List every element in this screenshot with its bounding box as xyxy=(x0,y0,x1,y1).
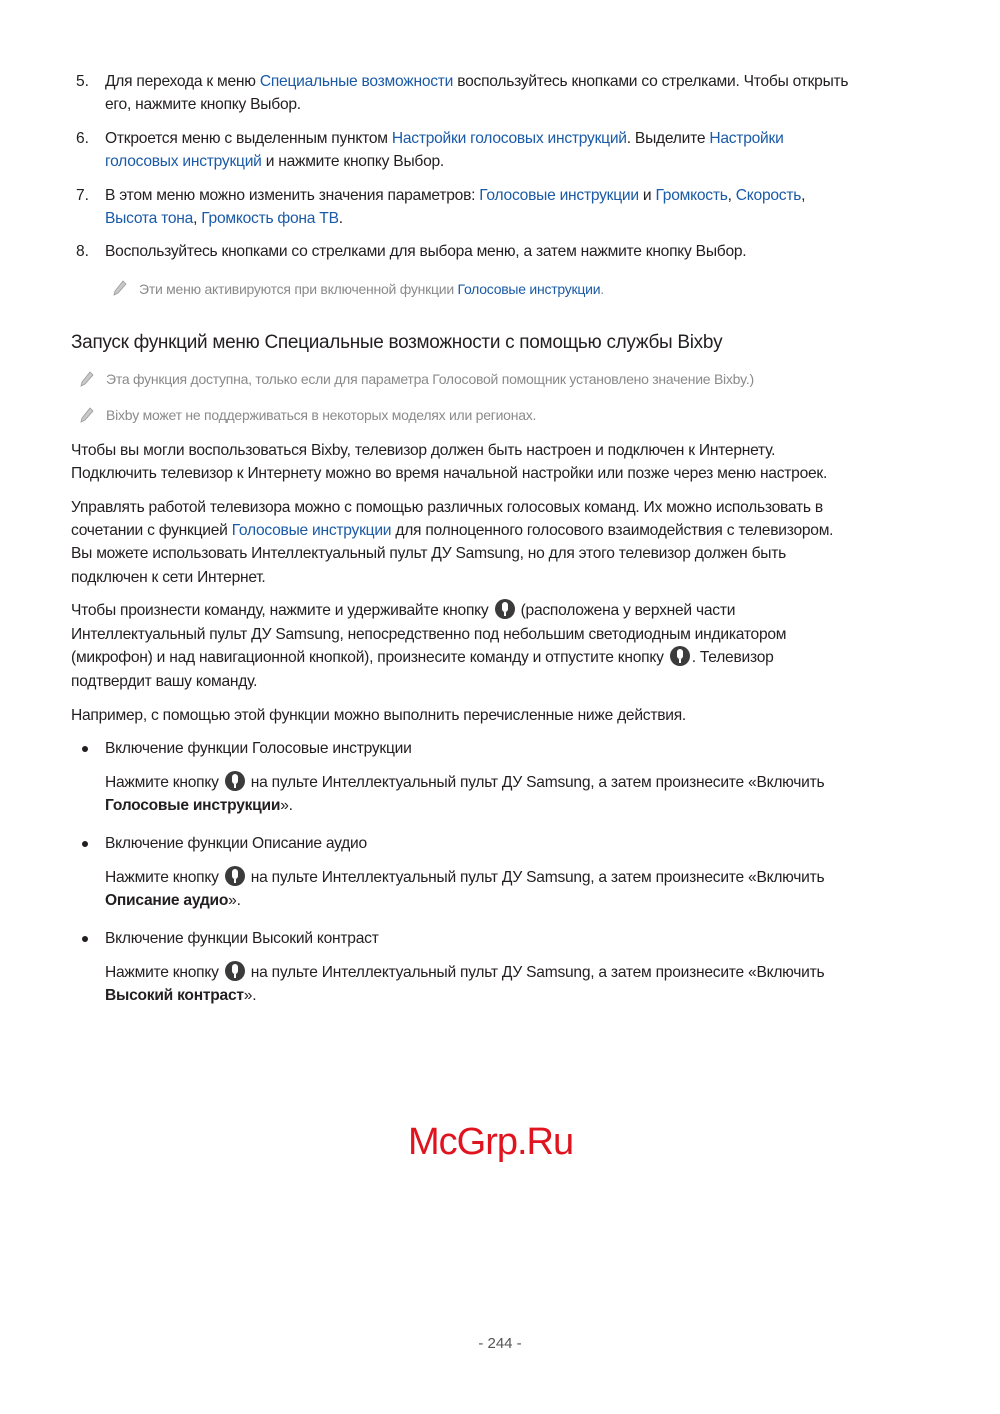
text-segment: ». xyxy=(280,797,293,814)
menu-reference-link: Голосовые инструкции xyxy=(231,522,392,539)
text-line xyxy=(105,771,824,795)
text-line xyxy=(71,670,257,694)
menu-reference-link: голосовых инструкций xyxy=(105,153,262,170)
text-line xyxy=(105,184,805,208)
text-segment: воспользуйтесь кнопками со стрелками. Чтобы открыть xyxy=(453,73,849,90)
text-line xyxy=(71,704,686,728)
menu-reference-link: Голосовые инструкции xyxy=(479,187,639,204)
microphone-icon xyxy=(495,599,515,619)
text-segment: ». xyxy=(243,987,257,1004)
text-line xyxy=(105,150,444,174)
text-line xyxy=(105,984,256,1008)
text-line xyxy=(139,277,604,301)
text-segment: Чтобы вы могли воспользоваться Bixby, телевизор должен быть настроен и подключен к Интернету. xyxy=(71,442,776,459)
text-segment: Подключить телевизор к Интернету можно во время начальной настройки или позже через меню настроек. xyxy=(71,465,828,482)
microphone-icon xyxy=(225,771,245,791)
text-segment: . Выделите xyxy=(626,130,710,147)
text-segment: В этом меню можно изменить значения параметров: xyxy=(105,187,480,204)
text-segment: Вы можете использовать Интеллектуальный пульт ДУ Samsung, но для этого телевизор должен быть xyxy=(71,545,787,562)
watermark-logo: McGrp.Ru xyxy=(408,1121,574,1163)
text-segment: Нажмите кнопку xyxy=(105,774,223,791)
page-number: - 244 - xyxy=(478,1335,522,1352)
text-line xyxy=(71,646,774,670)
text-segment: подтвердит вашу команду. xyxy=(71,673,258,690)
text-segment: (микрофон) и над навигационной кнопкой), произнесите команду и отпустите кнопку xyxy=(71,649,668,666)
text-segment: , xyxy=(727,187,736,204)
text-segment: Нажмите кнопку xyxy=(105,869,223,886)
text-line xyxy=(71,542,786,566)
pencil-note-icon xyxy=(113,280,127,296)
text-segment: ». xyxy=(228,892,241,909)
text-segment: Воспользуйтесь кнопками со стрелками для выбора меню, а затем нажмите кнопку Выбор. xyxy=(105,243,747,260)
pencil-note-icon xyxy=(80,407,94,423)
text-line xyxy=(105,127,784,151)
text-line xyxy=(105,866,824,890)
menu-reference-link: Специальные возможности xyxy=(259,73,454,90)
bullet-point xyxy=(82,746,88,752)
text-segment: , xyxy=(193,210,202,227)
text-line xyxy=(105,889,241,913)
step-number: 7. xyxy=(76,187,90,204)
text-line xyxy=(71,623,786,647)
step-number: 8. xyxy=(76,243,90,260)
text-segment: Откроется меню с выделенным пунктом xyxy=(105,130,392,147)
text-segment: Bixby может не поддерживаться в некоторых моделях или регионах. xyxy=(106,407,537,423)
text-line xyxy=(106,403,536,427)
text-segment: на пульте Интеллектуальный пульт ДУ Samsung, а затем произнесите «Включить xyxy=(246,774,825,791)
microphone-icon xyxy=(670,646,690,666)
text-segment: и нажмите кнопку Выбор. xyxy=(261,153,445,170)
text-line xyxy=(106,367,754,391)
bullet-title: Включение функции Описание аудио xyxy=(105,835,367,852)
step-number: 5. xyxy=(76,73,90,90)
menu-reference-link: Настройки голосовых инструкций xyxy=(391,130,627,147)
microphone-icon xyxy=(225,961,245,981)
text-segment: подключен к сети Интернет. xyxy=(71,569,266,586)
bullet-point xyxy=(82,841,88,847)
text-line xyxy=(71,496,823,520)
text-segment: и xyxy=(638,187,656,204)
text-segment: Нажмите кнопку xyxy=(105,964,223,981)
text-segment: Интеллектуальный пульт ДУ Samsung, непосредственно под небольшим светодиодным индикатором xyxy=(71,626,787,643)
text-segment: Эти меню активируются при включенной функции xyxy=(139,281,458,297)
menu-reference-link: Громкость xyxy=(655,187,728,204)
text-segment: сочетании с функцией xyxy=(71,522,232,539)
text-segment: Эта функция доступна, только если для параметра Голосовой помощник установлено значение Bixby.) xyxy=(106,371,754,387)
step-number: 6. xyxy=(76,130,90,147)
section-heading: Запуск функций меню Специальные возможности с помощью службы Bixby xyxy=(71,332,723,353)
text-segment: на пульте Интеллектуальный пульт ДУ Samsung, а затем произнесите «Включить xyxy=(246,964,825,981)
microphone-icon xyxy=(225,866,245,886)
menu-reference-link: Скорость xyxy=(735,187,802,204)
text-line xyxy=(71,439,775,463)
text-segment: , xyxy=(801,187,806,204)
bold-text: Голосовые инструкции xyxy=(105,797,281,814)
menu-reference-link: Высота тона xyxy=(105,210,194,227)
text-segment: Чтобы произнести команду, нажмите и удерживайте кнопку xyxy=(71,602,493,619)
text-segment: (расположена у верхней части xyxy=(516,602,736,619)
bullet-point xyxy=(82,936,88,942)
text-segment: его, нажмите кнопку Выбор. xyxy=(105,96,301,113)
text-segment: . xyxy=(600,281,604,297)
text-segment: Например, с помощью этой функции можно выполнить перечисленные ниже действия. xyxy=(71,707,687,724)
text-line xyxy=(105,794,293,818)
text-segment: для полноценного голосового взаимодействия с телевизором. xyxy=(391,522,834,539)
bold-text: Высокий контраст xyxy=(105,987,244,1004)
menu-reference-link: Громкость фона ТВ xyxy=(201,210,339,227)
text-line xyxy=(71,462,827,486)
text-line xyxy=(71,566,266,590)
bullet-title: Включение функции Высокий контраст xyxy=(105,930,379,947)
text-line xyxy=(105,207,343,231)
pencil-note-icon xyxy=(80,371,94,387)
menu-reference-link: Голосовые инструкции xyxy=(457,281,601,297)
text-line xyxy=(105,961,824,985)
text-line xyxy=(105,70,848,94)
bullet-title: Включение функции Голосовые инструкции xyxy=(105,740,412,757)
text-line xyxy=(71,519,833,543)
text-segment: на пульте Интеллектуальный пульт ДУ Samsung, а затем произнесите «Включить xyxy=(246,869,825,886)
bold-text: Описание аудио xyxy=(105,892,229,909)
menu-reference-link: Настройки xyxy=(709,130,784,147)
text-line xyxy=(105,93,301,117)
text-segment: Управлять работой телевизора можно с помощью различных голосовых команд. Их можно использовать в xyxy=(71,499,823,516)
text-segment: . xyxy=(338,210,343,227)
text-segment: Для перехода к меню xyxy=(105,73,260,90)
text-line xyxy=(71,599,735,623)
text-line xyxy=(105,240,746,264)
text-segment: . Телевизор xyxy=(691,649,774,666)
